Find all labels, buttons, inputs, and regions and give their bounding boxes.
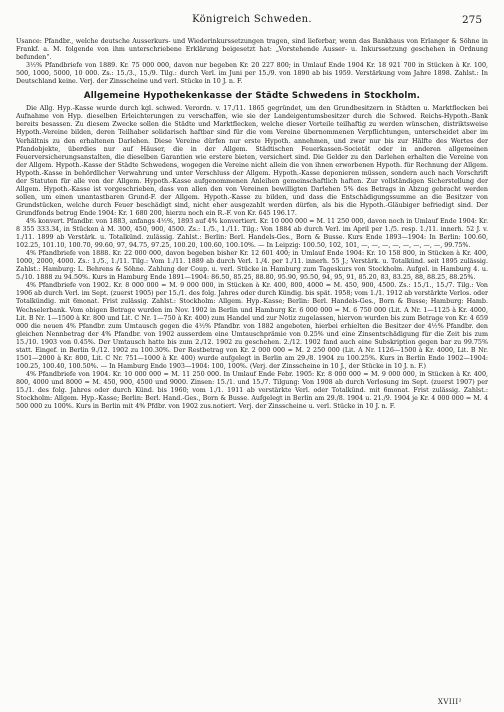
intro-paragraph-pfandbriefe-1889: 3½% Pfandbriefe von 1889. Kr. 75 000 000, davon nur begeben Kr. 20 227 800; in Umlauf Ende 1904 Kr. 18 921 700 in Stücken à Kr. 100, 500, 1000, 5000, 10 000. Zs.: 15./3., 15./9. Tilg.: durch Verl. im Juni per 15./9. von 1890 ab bis 1959. Verstärkung vom Jahre 1898. Zahlst.: In Deutschland keine. Verj. der Zinsscheine und verl. Stücke in 10 J. n. F. bbox=[16, 62, 488, 86]
running-head bbox=[16, 12, 488, 32]
intro-paragraph-usance: Usance: Pfandbr., welche deutsche Ausserkurs- und Wiederinkurssetzungen tragen, sind lieferbar, wenn das Bankhaus von Erlanger & Söhne in Frankf. a. M. folgende von ihm unterschriebene Erklärung beigesetzt hat: „Vorstehende Ausser- u. Inkurssetzung geschehen in Ordnung befunden“. bbox=[16, 38, 488, 62]
printer-signature: XVIII² bbox=[437, 698, 462, 706]
section-paragraph-description: Die Allg. Hyp.-Kasse wurde durch kgl. schwed. Verordn. v. 17./11. 1865 gegründet, um den Grundbesitzern in Städten u. Marktflecken bei Aufnahme von Hyp. dieselben Erleichterungen zu verschaffen, wie sie der Landeigentumsbesitzer durch die Schwed. Reichs-Hypoth.-Bank bereits besassen. Zu diesem Zwecke sollen die Städte und Marktflecken, welche dieser Vorteile teilhaftig zu werden wünschen, distriktsweise Hypoth.-Vereine bilden, deren Teilhaber solidarisch haftbar sind für die vom Vereine übernommenen Verpflichtungen, unterscheidet aber im Verhältnis zu den erhaltenen Darlehen. Diese Vereine dürfen nur erste Hypoth. annehmen, und zwar nur bis zur Hälfte des Wertes der Pfandobjekte, überdies nur auf Häuser, die in der Allgem. Städtischen Feuerkassen-Societät oder in anderen allgemeinen Feuerversicherungsanstalten, die dieselben Garantien wie erstere bieten, versichert sind. Die Gelder zu den Darlehen erhalten die Vereine von der Allgem. Hypoth.-Kasse der Städte Schwedens, wogegen die Vereine nicht allein die von ihnen erworbenen Hypoth. für Rechnung der Allgem. Hypoth.-Kasse in behördlicher Verwahrung und unter Verschluss der Allgem. Hypoth.-Kasse deponieren müssen, sondern auch nach Vorschrift der Statuten für alle von der Allgem. Hypoth.-Kasse aufgenommenen Anleihen gemeinschaftlich haften. Zur vollständigen Sicherstellung der Allgem. Hypoth.-Kasse ist vorgeschrieben, dass von allen den von Vereinen bewilligten Darlehen 5% des Betrags in Abzug gebracht werden sollen, um einen unantastbaren Grund-F. der Allgem. Hypoth.-Kasse zu bilden, und dass die Entschädigungssumme an die Besitzer von Grundstücken, welche durch Feuer beschädigt sind, nicht eher ausgezahlt werden dürfen, als bis die Hypoth.-Gläubiger befriedigt sind. Der Grundfonds betrug Ende 1904: Kr. 1 680 200, hierzu noch ein R.-F. von Kr. 645 196.17. bbox=[16, 105, 488, 217]
body-text bbox=[16, 38, 488, 411]
running-title: Königreich Schweden. bbox=[192, 14, 312, 25]
section-paragraph-pfandbriefe-1902: 4% Pfandbriefe von 1902. Kr. 8 000 000 = M. 9 000 000, in Stücken à Kr. 400, 800, 4000 = M. 450, 900, 4500. Zs.: 15./1., 15./7. Tilg.: Von 1906 ab durch Verl. im Sept. (zuerst 1905) per 15./1. des folg. Jahres oder durch Kündig. bis spät. 1958; vom 1./1. 1912 ab verstärkte Verlos. oder Totalkündig. mit 6monat. Frist zulässig. Zahlst.: Stockholm: Allgem. Hyp.-Kasse; Berlin: Berl. Handels-Ges., Born & Busse; Hamburg: Hamb. Wechselerbank. Vom obigen Betrage wurden im Nov. 1902 in Berlin und Hamburg Kr. 6 000 000 = M. 6 750 000 (Lit. A Nr. 1—1125 à Kr. 4000, Lit. B Nr. 1—1500 à Kr. 800 und Lit. C Nr. 1—750 à Kr. 400) zum Handel und zur Notiz zugelassen, hiervon wurden bis zum Betrage von Kr. 4 659 000 die neuen 4% Pfandbr. zum Umtausch gegen die 4½% Pfandbr. von 1882 angeboten, hierbei erhielten die Besitzer der 4½% Pfandbr. den gleichen Nennbetrag der 4% Pfandbr. von 1902 ausserdem eine Umtauschprämie von 0.25% und eine Zinsentschädigung für die Zeit bis zum 15./10. 1903 von 0.45%. Der Umtausch hatte bis zum 2./12. 1902 zu geschehen. 2./12. 1902 fand auch eine Subskription gegen bar zu 99.75% statt. Eingef. in Berlin 9./12. 1902 zu 100.30%. Der Restbetrag von Kr. 2 000 000 = M. 2 250 000 (Lit. A Nr. 1126—1500 à Kr. 4000, Lit. B Nr. 1501—2000 à Kr. 800, Lit. C Nr. 751—1000 à Kr. 400) wurde aufgelegt in Berlin am 29./8. 1904 zu 100.25%. Kurs in Berlin Ende 1902—1904: 100.25, 100.40, 100.50%. — In Hamburg Ende 1903—1904: 100, 100%. (Verj. der Zinsscheine in 10 J., der Stücke in 10 J. n. F.) bbox=[16, 282, 488, 370]
section-paragraph-pfandbriefe-1904: 4% Pfandbriefe von 1904. Kr. 10 000 000 = M. 11 250 000. In Umlauf Ende Febr. 1905: Kr. 8 000 000 = M. 9 000 000, in Stücken à Kr. 400, 800, 4000 und 8000 = M. 450, 900, 4500 und 9000. Zinsen: 15./1. und 15./7. Tilgung: Von 1908 ab durch Verlosung im Sept. (zuerst 1907) per 15./1. des folg. Jahres oder durch Künd. bis 1960; vom 1./1. 1911 ab verstärkte Verl. oder Totalkünd. mit 6monat. Frist zulässig. Zahlst.: Stockholm: Allgem. Hyp.-Kasse; Berlin: Berl. Hand.-Ges., Born & Busse. Aufgelegt in Berlin am 29./8. 1904 u. 21./9. 1904 je Kr. 4 000 000 = M. 4 500 000 zu 100%. Kurs in Berlin mit 4% Pfdbr. von 1902 zus.notiert. Verj. der Zinsscheine u. verl. Stücke in 10 J. n. F. bbox=[16, 370, 488, 411]
page-number: 275 bbox=[461, 14, 482, 26]
section-heading: Allgemeine Hypothekenkasse der Städte Schwedens in Stockholm. bbox=[83, 91, 421, 102]
section-paragraph-pfandbr-1883: 4% konvert. Pfandbr. von 1883, anfangs 4½%, 1893 auf 4% konvertiert. Kr. 10 000 000 = M. 11 250 000, davon noch in Umlauf Ende 1904: Kr. 8 355 333.34, in Stücken à M. 300, 450, 900, 4500. Zs.: 1./5., 1./11. Tilg.: Von 1884 ab durch Verl. im April per 1./5. resp. 1./11. innerh. 52 J. v. 1./11. 1899 ab Verstärk. u. Totalkünd. zulässig. Zahlst.: Berlin: Berl. Handels-Ges., Born & Busse. Kurs Ende 1893—1904: In Berlin: 100.60, 102.25, 101.10, 100.70, 99.60, 97, 94.75, 97.25, 100.20, 100.60, 100.10%. — In Leipzig: 100.50, 102, 101, —, —, —, —, —, —, —, —, 99.75%. bbox=[16, 217, 488, 250]
section-paragraph-pfandbriefe-1888: 4% Pfandbriefe von 1888. Kr. 22 000 000, davon begeben bisher Kr. 12 601 400; in Umlauf Ende 1904: Kr. 10 158 800, in Stücken à Kr. 400, 1000, 2000, 4000. Zs.: 1./5., 1./11. Tilg.: Vom 1./11. 1889 ab durch Verl. 1./4. per 1./11. innerh. 55 J.; Verstärk. u. Totalkünd. seit 1895 zulässig. Zahlst.: Hamburg: L. Behrens & Söhne. Zahlung der Coup. u. verl. Stücke in Hamburg zum Tageskurs von Stockholm. Aufgel. in Hamburg 4. u. 5./10. 1888 zu 94.50%. Kurs in Hamburg Ende 1891—1904: 86.50, 85.25, 88.80, 95.90, 95.50, 94, 95, 91, 85.20, 83, 83.25, 88, 88.25, 88.25%. bbox=[16, 250, 488, 282]
